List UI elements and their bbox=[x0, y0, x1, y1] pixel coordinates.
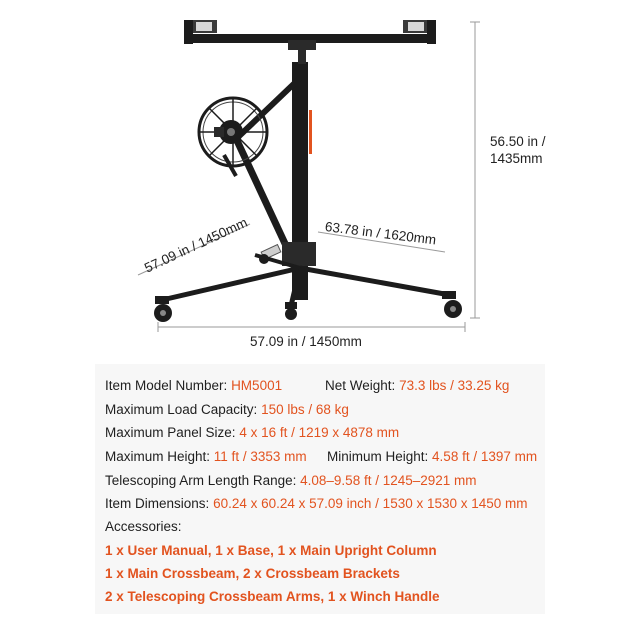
spec-model-number: Item Model Number: HM5001 bbox=[105, 378, 283, 393]
caster-wheel-front bbox=[285, 302, 297, 320]
spec-panel-size: Maximum Panel Size: 4 x 16 ft / 1219 x 4878 mm bbox=[105, 425, 400, 440]
accessory-line: 1 x Main Crossbeam, 2 x Crossbeam Brackets bbox=[105, 566, 400, 581]
spec-min-height: Minimum Height: 4.58 ft / 1397 mm bbox=[327, 449, 538, 464]
accessory-line: 1 x User Manual, 1 x Base, 1 x Main Upright Column bbox=[105, 543, 437, 558]
depth-dimension-label: 57.09 in / 1450mm bbox=[142, 214, 250, 276]
warning-label bbox=[309, 110, 312, 154]
base-leg-left bbox=[162, 268, 300, 300]
specifications-panel bbox=[95, 364, 545, 614]
crossbeam-bracket bbox=[288, 40, 316, 50]
spec-arm-range: Telescoping Arm Length Range: 4.08–9.58 ft / 1245–2921 mm bbox=[105, 473, 477, 488]
winch-wheel bbox=[199, 98, 267, 176]
max-height-value: 11 ft / 3353 mm bbox=[213, 449, 307, 464]
model-number-value: HM5001 bbox=[231, 378, 283, 393]
spec-load-capacity: Maximum Load Capacity: 150 lbs / 68 kg bbox=[105, 402, 349, 417]
spec-net-weight: Net Weight: 73.3 lbs / 33.25 kg bbox=[325, 378, 510, 393]
height-dimension-line2: 1435mm bbox=[490, 151, 543, 166]
lift-frame bbox=[154, 20, 462, 322]
arm-range-value: 4.08–9.58 ft / 1245–2921 mm bbox=[300, 473, 477, 488]
accessories-heading: Accessories: bbox=[105, 519, 182, 534]
item-dimensions-value: 60.24 x 60.24 x 57.09 inch / 1530 x 1530 x 1450 mm bbox=[213, 496, 528, 511]
caster-wheel-back bbox=[259, 254, 269, 264]
base-leg-right bbox=[300, 268, 450, 295]
height-dimension-line1: 56.50 in / bbox=[490, 134, 546, 149]
load-capacity-value: 150 lbs / 68 kg bbox=[261, 402, 349, 417]
panel-size-value: 4 x 16 ft / 1219 x 4878 mm bbox=[239, 425, 400, 440]
spec-item-dimensions: Item Dimensions: 60.24 x 60.24 x 57.09 inch / 1530 x 1530 x 1450 mm bbox=[105, 496, 528, 511]
caster-wheel-right bbox=[442, 291, 462, 318]
dimension-guides bbox=[138, 22, 480, 332]
net-weight-value: 73.3 lbs / 33.25 kg bbox=[399, 378, 510, 393]
height-dimension-label bbox=[490, 133, 546, 167]
min-height-value: 4.58 ft / 1397 mm bbox=[432, 449, 538, 464]
width-dimension-label: 57.09 in / 1450mm bbox=[250, 334, 362, 349]
spec-max-height: Maximum Height: 11 ft / 3353 mm bbox=[105, 449, 307, 464]
arm-dimension-label: 63.78 in / 1620mm bbox=[324, 219, 437, 248]
accessory-line: 2 x Telescoping Crossbeam Arms, 1 x Winch Handle bbox=[105, 589, 440, 604]
